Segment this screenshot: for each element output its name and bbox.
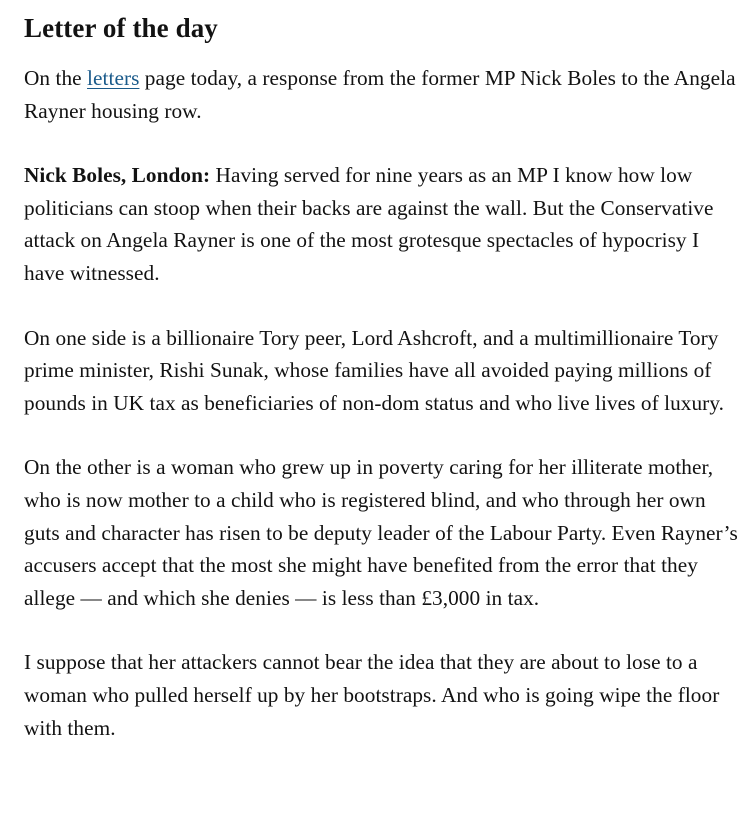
letter-paragraph-2: On one side is a billionaire Tory peer, Lord Ashcroft, and a multimillionaire Tory prime minister, Rishi Sunak, whose families have all avoided paying millions of pounds in UK tax as beneficiaries of non-dom status and who live lives of luxury. (24, 325, 725, 415)
intro-paragraph (24, 62, 744, 127)
letter-paragraph-1-text: Having served for nine years as an MP I know how low politicians can stoop when their backs are against the wall. But the Conservative attack on Angela Rayner is one of the most grotesque spectacles of hypocrisy I have witnessed. (24, 163, 714, 285)
letter-byline: Nick Boles, London: (24, 163, 211, 188)
letter-paragraph-3: On the other is a woman who grew up in poverty caring for her illiterate mother, who is now mother to a child who is registered blind, and who through her own guts and character has risen to be deputy leader of the Labour Party. Even Rayner’s accusers accept that the most she might have benefited from the error that they allege — and which she denies — is less than £3,000 in tax. (24, 455, 738, 610)
section-heading: Letter of the day (24, 13, 218, 43)
intro-text-before-link: On the (24, 66, 88, 90)
letter-paragraph-4: I suppose that her attackers cannot bear the idea that they are about to lose to a woman who pulled herself up by her bootstraps. And who is going wipe the floor with them. (24, 650, 720, 740)
letter-paragraph-1 (24, 159, 744, 289)
article-body (24, 8, 744, 776)
letters-page-link[interactable]: letters (87, 66, 140, 90)
intro-text-after-link: page today, a response from the former MP Nick Boles to the Angela Rayner housing row. (24, 66, 736, 123)
